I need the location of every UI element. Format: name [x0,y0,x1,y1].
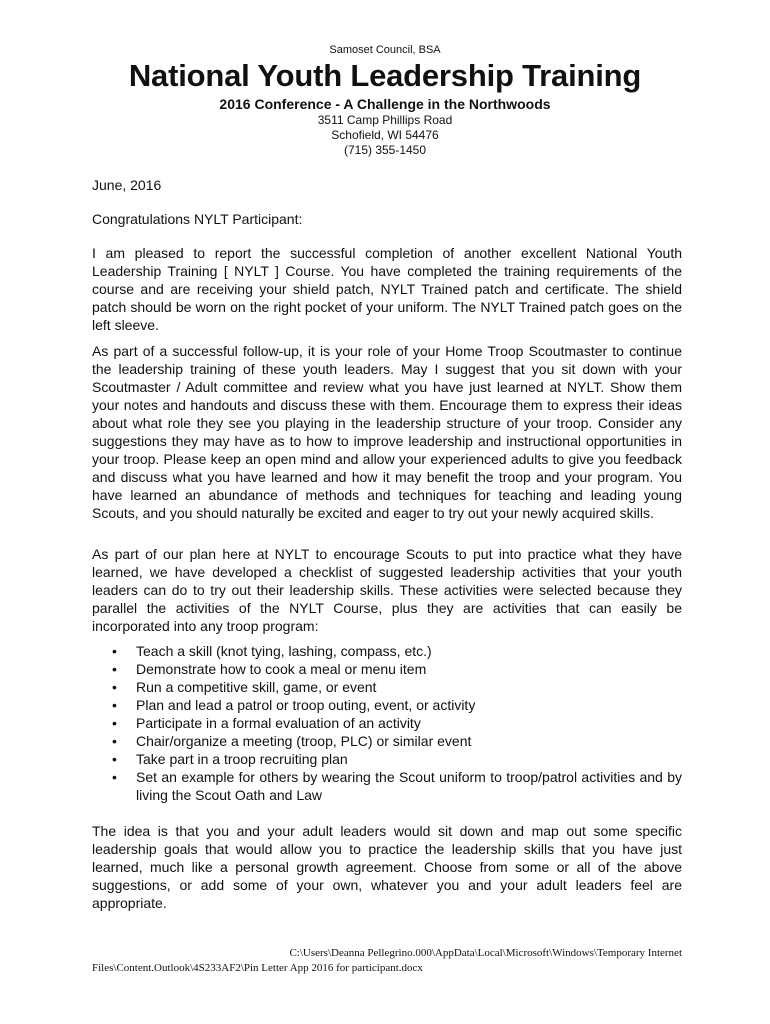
bullet-icon: • [112,715,117,731]
paragraph-follow-up: As part of a successful follow-up, it is your role of your Home Troop Scoutmaster to continue the leadership training of these youth leaders. May I suggest that you sit down with your Scoutmaster / Adult committee and review what you have just learned at NYLT. Show them your notes and handouts and discuss these with them. Encourage them to express their ideas about what role they see you playing in the leadership structure of your troop. Consider any suggestions they may have as to how to improve leadership and instructional opportunities in your troop. Please keep an open mind and allow your experienced adults to give you feedback and discuss what you have learned and how it may benefit the troop and your program. You have learned an abundance of methods and techniques for teaching and leading young Scouts, and you should naturally be excited and eager to try out your newly acquired skills. [92,343,682,521]
file-path-footer [92,946,682,976]
list-item: • Run a competitive skill, game, or event [112,679,377,695]
paragraph-checklist-intro: As part of our plan here at NYLT to encourage Scouts to put into practice what they have learned, we have developed a checklist of suggested leadership activities that your youth leaders can do to try out their leadership skills. These activities were selected because they parallel the activities of the NYLT Course, plus they are activities that can easily be incorporated into any troop program: [92,546,682,634]
list-item: • Participate in a formal evaluation of an activity [112,715,421,731]
bullet-icon: • [112,769,117,785]
bullet-icon: • [112,643,117,659]
list-item: • Chair/organize a meeting (troop, PLC) or similar event [112,733,472,749]
council-name: Samoset Council, BSA [329,44,441,56]
list-item: • Teach a skill (knot tying, lashing, compass, etc.) [112,643,432,659]
letter-greeting: Congratulations NYLT Participant: [92,211,303,227]
bullet-icon: • [112,751,117,767]
address-street: 3511 Camp Phillips Road [317,113,453,127]
paragraph-completion: I am pleased to report the successful completion of another excellent National Youth Leadership Training [ NYLT ] Course. You have completed the training requirements of the course and are receiving your shield patch, NYLT Trained patch and certificate. The shield patch should be worn on the right pocket of your uniform. The NYLT Trained patch goes on the left sleeve. [92,245,682,333]
list-item: • Plan and lead a patrol or troop outing, event, or activity [112,697,476,713]
activity-list [112,642,682,804]
list-item: • Set an example for others by wearing the Scout uniform to troop/patrol activities and by living the Scout Oath and Law [112,769,682,803]
bullet-icon: • [112,661,117,677]
page-title: National Youth Leadership Training [128,58,642,93]
bullet-icon: • [112,733,117,749]
file-path-line-2: Files\Content.Outlook\4S233AF2\Pin Letter App 2016 for participant.docx [92,962,423,974]
bullet-icon: • [112,679,117,695]
address-city: Schofield, WI 54476 [331,128,439,142]
bullet-icon: • [112,697,117,713]
conference-subtitle: 2016 Conference - A Challenge in the Northwoods [219,96,551,112]
paragraph-goals: The idea is that you and your adult leaders would sit down and map out some specific leadership goals that would allow you to practice the leadership skills that you have just learned, much like a personal growth agreement. Choose from some or all of the above suggestions, or add some of your own, whatever you and your adult leaders feel are appropriate. [92,823,682,911]
list-item: • Demonstrate how to cook a meal or menu item [112,661,427,677]
letter-date: June, 2016 [92,177,162,193]
phone-number: (715) 355-1450 [343,143,427,157]
list-item: • Take part in a troop recruiting plan [112,751,348,767]
file-path-line-1: C:\Users\Deanna Pellegrino.000\AppData\Local\Microsoft\Windows\Temporary Internet [289,947,682,959]
